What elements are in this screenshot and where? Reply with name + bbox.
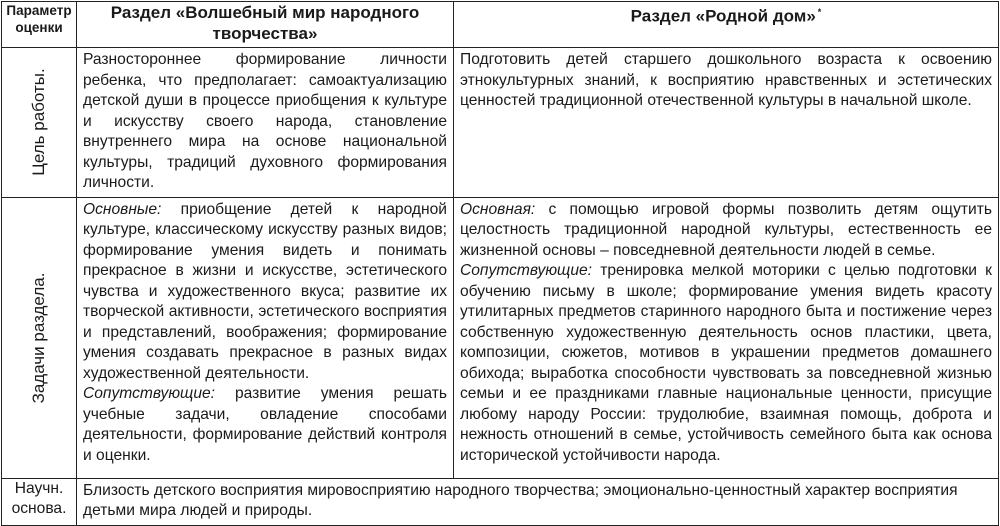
main-task-text: с помощью игровой формы позволить детям ощутить целостность традиционной народной культуры, естественность ее жизненной основы – повседневной деятельности людей в семье.: [460, 200, 992, 259]
main-tasks-label: Основные:: [83, 200, 162, 218]
basis-text: Близость детского восприятия мировосприятию народного творчества; эмоционально-ценностный характер восприятия детьми мира людей и природы.: [83, 481, 958, 519]
tasks-label: Задачи раздела.: [29, 272, 48, 403]
goal-home-cell: [454, 48, 999, 198]
aux-task-label: Сопутствующие:: [460, 262, 593, 279]
basis-label: Научн. основа.: [2, 478, 77, 525]
footnote-mark: *: [817, 7, 822, 17]
tasks-home-aux: [460, 261, 992, 466]
header-row: [2, 2, 999, 48]
aux-tasks-label: Сопутствующие:: [83, 385, 216, 402]
header-section-home: [454, 2, 999, 48]
program-table: [1, 1, 999, 526]
tasks-home-text: [454, 198, 998, 470]
main-tasks-text: приобщение детей к народной культуре, классическому искусству разных видов; формирование умения видеть и понимать прекрасное в жизни и искусстве, эстетического чувства и художественного вкуса; развитие их творческой активности, эстетического восприятия и представлений, воображения; формирование умения создавать прекрасное в разных видах художественной деятельности.: [83, 200, 447, 382]
tasks-row: [2, 197, 999, 478]
goal-label: Цель работы.: [29, 68, 48, 176]
goal-home-text: Подготовить детей старшего дошкольного возраста к освоению этнокультурных знаний, к восприятию нравственных и эстетических ценностей традиционной отечественной культуры в начальной школе.: [460, 51, 992, 109]
tasks-home-cell: [454, 197, 999, 478]
tasks-folk-art-aux: [83, 384, 447, 466]
tasks-folk-art-cell: [77, 197, 454, 478]
tasks-home-main: [460, 200, 992, 262]
header-param: Параметр оценки: [2, 2, 77, 48]
goal-folk-art-cell: [77, 48, 454, 198]
goal-folk-art-text: Разностороннее формирование личности ребенка, что предполагает: самоактуализацию детской души в процессе приобщения к культуре и искусству своего народа, становление внутреннего мира на основе национальной культуры, традиций духовного формирования личности.: [83, 51, 447, 191]
goal-label-cell: [2, 48, 77, 198]
tasks-folk-art-main: [83, 200, 447, 385]
goal-row: [2, 48, 999, 198]
aux-task-text: тренировка мелкой моторики с целью подготовки к обучению письму в школе; формирование умения видеть красоту утилитарных предметов старинного народного быта и постижение через собственную художественную деятельность основ пластики, цвета, композиции, сюжетов, мотивов в украшении предметов домашнего обихода; выработка способности чувствовать за повседневной жизнью семьи и ее праздниками главные национальные ценности, присущие любому народу России: трудолюбие, взаимная помощь, доброта и нежность отношений в семье, устойчивость семейного быта как основа исторической устойчивости народа.: [460, 262, 992, 464]
main-task-label: Основная:: [460, 200, 536, 218]
tasks-label-cell: [2, 197, 77, 478]
header-section-home-label: Раздел «Родной дом»: [630, 6, 816, 26]
tasks-folk-art-text: [77, 198, 453, 470]
aux-tasks-text: развитие умения решать учебные задачи, овладение способами деятельности, формирование действий контроля и оценки.: [83, 385, 447, 464]
header-section-folk-art: Раздел «Волшебный мир народного творчества»: [77, 2, 454, 48]
